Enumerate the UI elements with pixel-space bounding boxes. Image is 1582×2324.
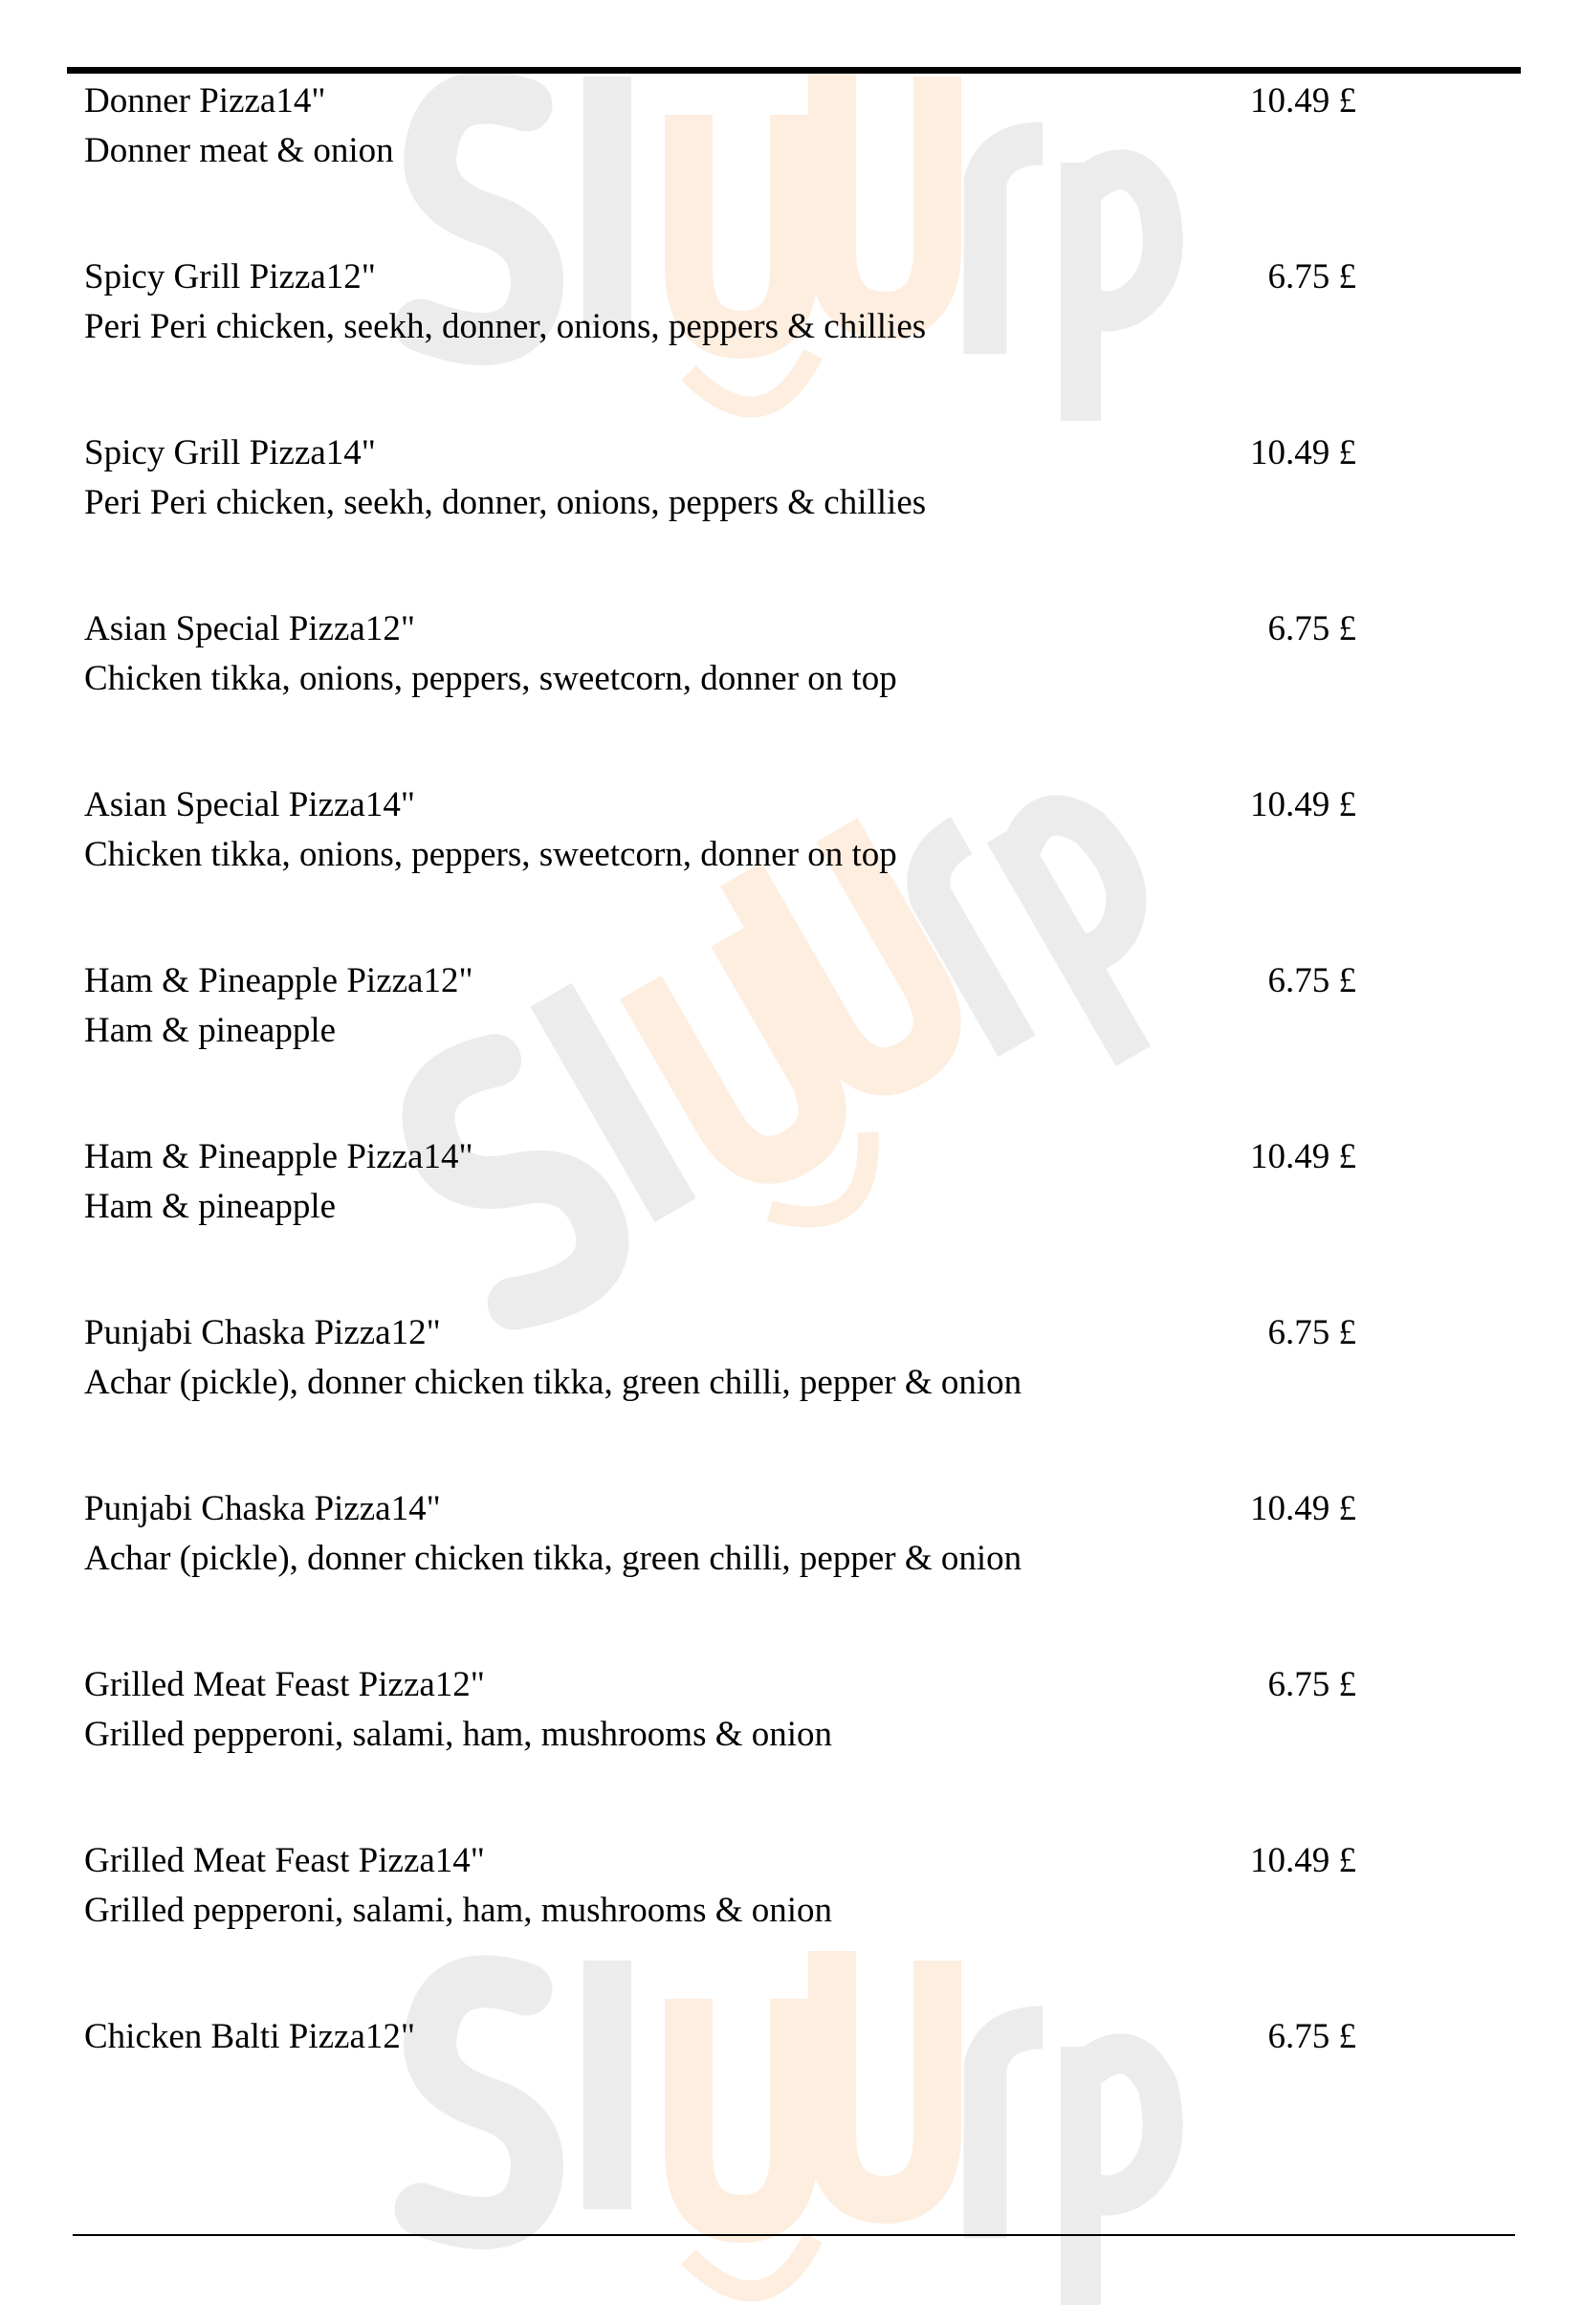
item-name: Spicy Grill Pizza12" xyxy=(84,257,376,296)
item-name: Grilled Meat Feast Pizza12" xyxy=(84,1665,485,1704)
item-name: Punjabi Chaska Pizza14" xyxy=(84,1489,441,1528)
item-price: 6.75 £ xyxy=(1267,961,1356,1000)
item-price: 6.75 £ xyxy=(1267,2017,1356,2056)
item-description: Grilled pepperoni, salami, ham, mushrooms & onion xyxy=(84,1715,833,1754)
item-description: Ham & pineapple xyxy=(84,1011,337,1050)
item-price: 6.75 £ xyxy=(1267,1313,1356,1352)
sluurpy-watermark-logo xyxy=(383,38,1205,440)
item-price: 10.49 £ xyxy=(1250,1841,1356,1880)
item-price: 6.75 £ xyxy=(1267,609,1356,648)
item-price: 6.75 £ xyxy=(1267,1665,1356,1704)
item-name: Grilled Meat Feast Pizza14" xyxy=(84,1841,485,1880)
bottom-divider xyxy=(73,2234,1515,2236)
item-name: Asian Special Pizza12" xyxy=(84,609,415,648)
item-description: Grilled pepperoni, salami, ham, mushrooms & onion xyxy=(84,1891,833,1930)
item-name: Asian Special Pizza14" xyxy=(84,785,415,824)
item-name: Chicken Balti Pizza12" xyxy=(84,2017,415,2056)
item-price: 10.49 £ xyxy=(1250,81,1356,121)
item-price: 6.75 £ xyxy=(1267,257,1356,296)
item-description: Achar (pickle), donner chicken tikka, green chilli, pepper & onion xyxy=(84,1363,1022,1402)
item-price: 10.49 £ xyxy=(1250,1137,1356,1176)
item-description: Ham & pineapple xyxy=(84,1187,337,1226)
item-price: 10.49 £ xyxy=(1250,1489,1356,1528)
item-name: Donner Pizza14" xyxy=(84,81,326,121)
item-name: Punjabi Chaska Pizza12" xyxy=(84,1313,441,1352)
item-description: Peri Peri chicken, seekh, donner, onions, peppers & chillies xyxy=(84,483,927,522)
item-description: Peri Peri chicken, seekh, donner, onions, peppers & chillies xyxy=(84,307,927,346)
item-price: 10.49 £ xyxy=(1250,785,1356,824)
item-name: Ham & Pineapple Pizza12" xyxy=(84,961,473,1000)
item-description: Chicken tikka, onions, peppers, sweetcorn, donner on top xyxy=(84,659,897,698)
item-description: Donner meat & onion xyxy=(84,131,394,170)
item-name: Spicy Grill Pizza14" xyxy=(84,433,376,472)
item-description: Achar (pickle), donner chicken tikka, green chilli, pepper & onion xyxy=(84,1539,1022,1578)
sluurpy-watermark-logo xyxy=(383,1922,1205,2324)
item-price: 10.49 £ xyxy=(1250,433,1356,472)
top-divider xyxy=(67,67,1521,74)
sluurpy-watermark-logo xyxy=(338,663,1251,1422)
item-description: Chicken tikka, onions, peppers, sweetcorn, donner on top xyxy=(84,835,897,874)
item-name: Ham & Pineapple Pizza14" xyxy=(84,1137,473,1176)
